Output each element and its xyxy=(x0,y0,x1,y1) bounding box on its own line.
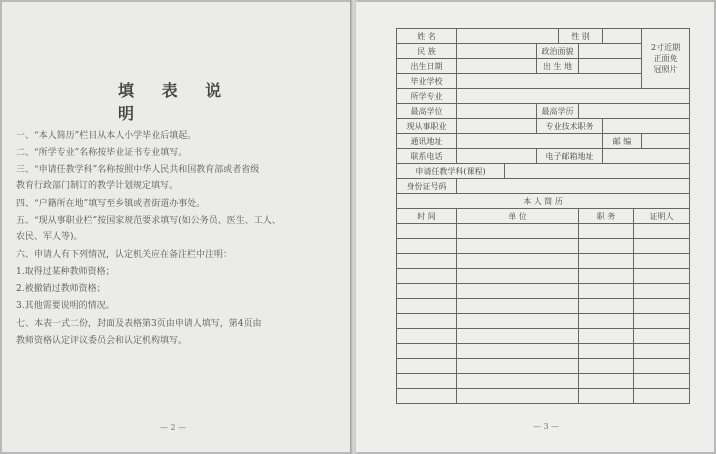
photo-hint: 正面免 xyxy=(653,54,678,63)
page-number: — 2 — xyxy=(160,423,187,432)
photo-hint: 2寸近期 xyxy=(651,43,681,52)
school-field[interactable] xyxy=(457,74,642,89)
major-field[interactable] xyxy=(457,89,690,104)
resume-row xyxy=(397,329,690,344)
instruction-line: 三、“申请任教学科”名称按照中华人民共和国教育部或者省级 xyxy=(16,165,260,175)
highest-education-label: 最高学历 xyxy=(537,104,579,119)
instruction-line: 五、“现从事职业栏”按国家规范要求填写(如公务员、医生、工人、 xyxy=(16,216,281,226)
political-status-field[interactable] xyxy=(579,44,642,59)
id-number-field[interactable] xyxy=(457,179,690,194)
highest-education-field[interactable] xyxy=(579,104,690,119)
address-field[interactable] xyxy=(457,134,603,149)
major-label: 所学专业 xyxy=(397,89,457,104)
gender-label: 性 别 xyxy=(559,29,603,44)
resume-row xyxy=(397,239,690,254)
photo-hint: 冠照片 xyxy=(653,65,678,74)
resume-row xyxy=(397,359,690,374)
highest-degree-label: 最高学位 xyxy=(397,104,457,119)
instruction-line: 二、“所学专业”名称按毕业证书专业填写。 xyxy=(16,148,188,158)
professional-title-label: 专业技术职务 xyxy=(537,119,603,134)
resume-row xyxy=(397,269,690,284)
instruction-line: 2.被撤销过教师资格； xyxy=(16,284,106,294)
instruction-line: 四、“户籍所在地”填写至乡镇或者街道办事处。 xyxy=(16,199,206,209)
application-form-table xyxy=(396,28,690,404)
instruction-line: 教育行政部门制订的教学计划规定填写。 xyxy=(16,181,179,191)
instruction-line: 一、“本人简历”栏目从本人小学毕业后填起。 xyxy=(16,131,197,141)
instruction-line: 3.其他需要说明的情况。 xyxy=(16,301,115,311)
gender-field[interactable] xyxy=(603,29,642,44)
name-field[interactable] xyxy=(457,29,559,44)
resume-col-position: 职 务 xyxy=(579,209,634,224)
school-label: 毕业学校 xyxy=(397,74,457,89)
resume-row xyxy=(397,314,690,329)
phone-label: 联系电话 xyxy=(397,149,457,164)
page-number: — 3 — xyxy=(533,422,560,431)
resume-row xyxy=(397,224,690,239)
birth-date-field[interactable] xyxy=(457,59,537,74)
email-label: 电子邮箱地址 xyxy=(537,149,603,164)
birth-date-label: 出生日期 xyxy=(397,59,457,74)
address-label: 通讯地址 xyxy=(397,134,457,149)
highest-degree-field[interactable] xyxy=(457,104,537,119)
resume-row xyxy=(397,389,690,404)
resume-row xyxy=(397,374,690,389)
ethnicity-field[interactable] xyxy=(457,44,537,59)
resume-heading: 本 人 简 历 xyxy=(397,194,690,209)
subject-label: 申请任教学科(课程) xyxy=(397,164,505,179)
instruction-line: 农民、军人等)。 xyxy=(16,232,83,242)
occupation-label: 现从事职业 xyxy=(397,119,457,134)
ethnicity-label: 民 族 xyxy=(397,44,457,59)
political-status-label: 政治面貌 xyxy=(537,44,579,59)
instruction-line: 七、本表一式二份，封面及表格第3页由申请人填写，第4页由 xyxy=(16,319,262,329)
resume-col-witness: 证明人 xyxy=(634,209,690,224)
phone-field[interactable] xyxy=(457,149,537,164)
subject-field[interactable] xyxy=(505,164,690,179)
instruction-line: 教师资格认定评议委员会和认定机构填写。 xyxy=(16,336,188,346)
resume-row xyxy=(397,344,690,359)
birth-place-label: 出 生 地 xyxy=(537,59,579,74)
occupation-field[interactable] xyxy=(457,119,537,134)
resume-row xyxy=(397,299,690,314)
resume-row xyxy=(397,284,690,299)
resume-row xyxy=(397,254,690,269)
resume-col-time: 时 间 xyxy=(397,209,457,224)
instructions-title: 填 表 说 明 xyxy=(118,81,233,123)
resume-col-unit: 单 位 xyxy=(457,209,579,224)
birth-place-field[interactable] xyxy=(579,59,642,74)
id-number-label: 身份证号码 xyxy=(397,179,457,194)
postcode-label: 邮 编 xyxy=(603,134,642,149)
right-page xyxy=(356,2,714,452)
name-label: 姓 名 xyxy=(397,29,457,44)
postcode-field[interactable] xyxy=(642,134,690,149)
left-page xyxy=(2,2,352,452)
professional-title-field[interactable] xyxy=(603,119,690,134)
instruction-line: 六、申请人有下列情况，认定机关应在备注栏中注明： xyxy=(16,250,233,260)
photo-box[interactable] xyxy=(642,29,690,89)
email-field[interactable] xyxy=(603,149,690,164)
instruction-line: 1.取得过某种教师资格； xyxy=(16,267,115,277)
